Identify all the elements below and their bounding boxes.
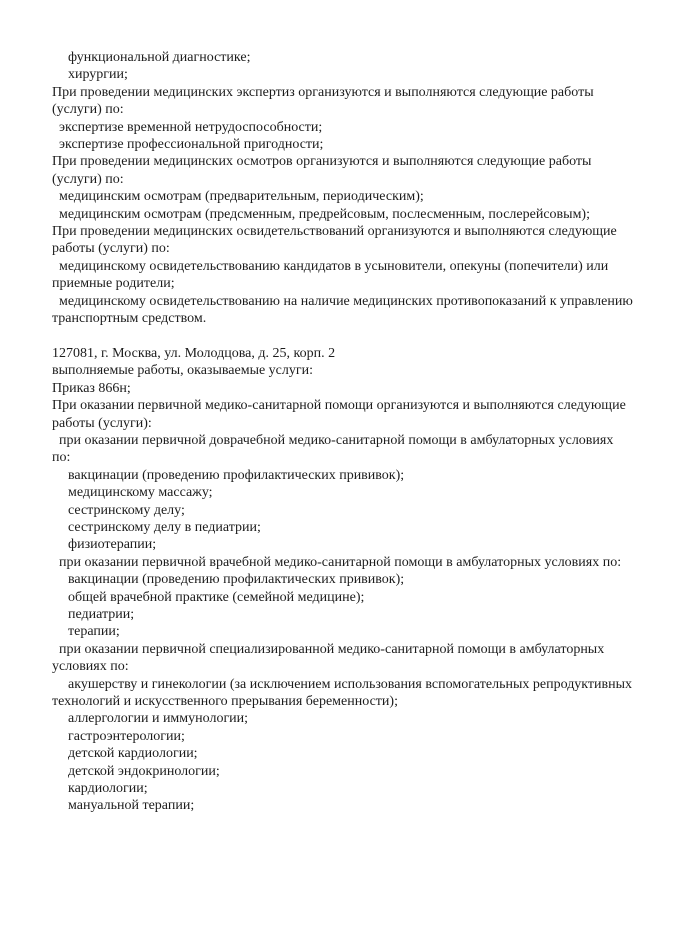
document-line: по: <box>52 450 71 466</box>
document-line: приемные родители; <box>52 276 175 292</box>
document-line: При оказании первичной медико-санитарной помощи организуются и выполняются следующие <box>52 398 626 414</box>
document-line: При проведении медицинских освидетельствований организуются и выполняются следующие <box>52 224 617 240</box>
document-line: Приказ 866н; <box>52 380 131 396</box>
document-line: сестринскому делу в педиатрии; <box>68 519 261 535</box>
document-line: При проведении медицинских экспертиз организуются и выполняются следующие работы <box>52 84 594 100</box>
document-line: технологий и искусственного прерывания беременности); <box>52 694 398 710</box>
document-line: детской эндокринологии; <box>68 763 220 779</box>
document-line: при оказании первичной врачебной медико-санитарной помощи в амбулаторных условиях по: <box>59 554 622 570</box>
document-line: условиях по: <box>52 659 129 675</box>
document-line: хирургии; <box>68 67 128 83</box>
document-line: сестринскому делу; <box>68 502 185 518</box>
document-line: медицинским осмотрам (предсменным, предрейсовым, послесменным, послерейсовым); <box>59 206 590 222</box>
document-line: работы (услуги): <box>52 415 152 431</box>
document-line: аллергологии и иммунологии; <box>68 711 249 727</box>
document-line: экспертизе профессиональной пригодности; <box>59 137 324 153</box>
document-line: 127081, г. Москва, ул. Молодцова, д. 25, корп. 2 <box>52 345 336 361</box>
document-line: медицинскому освидетельствованию кандидатов в усыновители, опекуны (попечители) или <box>59 258 609 274</box>
document-line: физиотерапии; <box>68 537 157 553</box>
document-line: общей врачебной практике (семейной медицине); <box>68 589 365 605</box>
document-line: транспортным средством. <box>52 311 207 327</box>
document-line: вакцинации (проведению профилактических прививок); <box>68 572 405 588</box>
document-line: выполняемые работы, оказываемые услуги: <box>52 363 314 379</box>
document-line: медицинскому массажу; <box>68 485 213 501</box>
document-line: педиатрии; <box>68 606 135 622</box>
document-line: (услуги) по: <box>52 102 124 118</box>
document-line: терапии; <box>68 624 120 640</box>
document-line: (услуги) по: <box>52 171 124 187</box>
document-line: медицинским осмотрам (предварительным, периодическим); <box>59 189 424 205</box>
document-line: При проведении медицинских осмотров организуются и выполняются следующие работы <box>52 154 592 170</box>
document-line: мануальной терапии; <box>68 798 195 814</box>
blank-line <box>52 328 660 345</box>
document-line: акушерству и гинекологии (за исключением использования вспомогательных репродуктивных <box>68 676 633 692</box>
document-line: при оказании первичной доврачебной медико-санитарной помощи в амбулаторных условиях <box>59 432 614 448</box>
document-line: работы (услуги) по: <box>52 241 170 257</box>
document-line: функциональной диагностике; <box>68 50 251 65</box>
document-line: вакцинации (проведению профилактических прививок); <box>68 467 405 483</box>
document-line: гастроэнтерологии; <box>68 728 185 744</box>
document-line: медицинскому освидетельствованию на наличие медицинских противопоказаний к управлению <box>59 293 633 309</box>
document-line: при оказании первичной специализированной медико-санитарной помощи в амбулаторных <box>59 641 605 657</box>
document-line: экспертизе временной нетрудоспособности; <box>59 119 323 135</box>
document-line: детской кардиологии; <box>68 746 198 762</box>
document-line: кардиологии; <box>68 781 148 797</box>
